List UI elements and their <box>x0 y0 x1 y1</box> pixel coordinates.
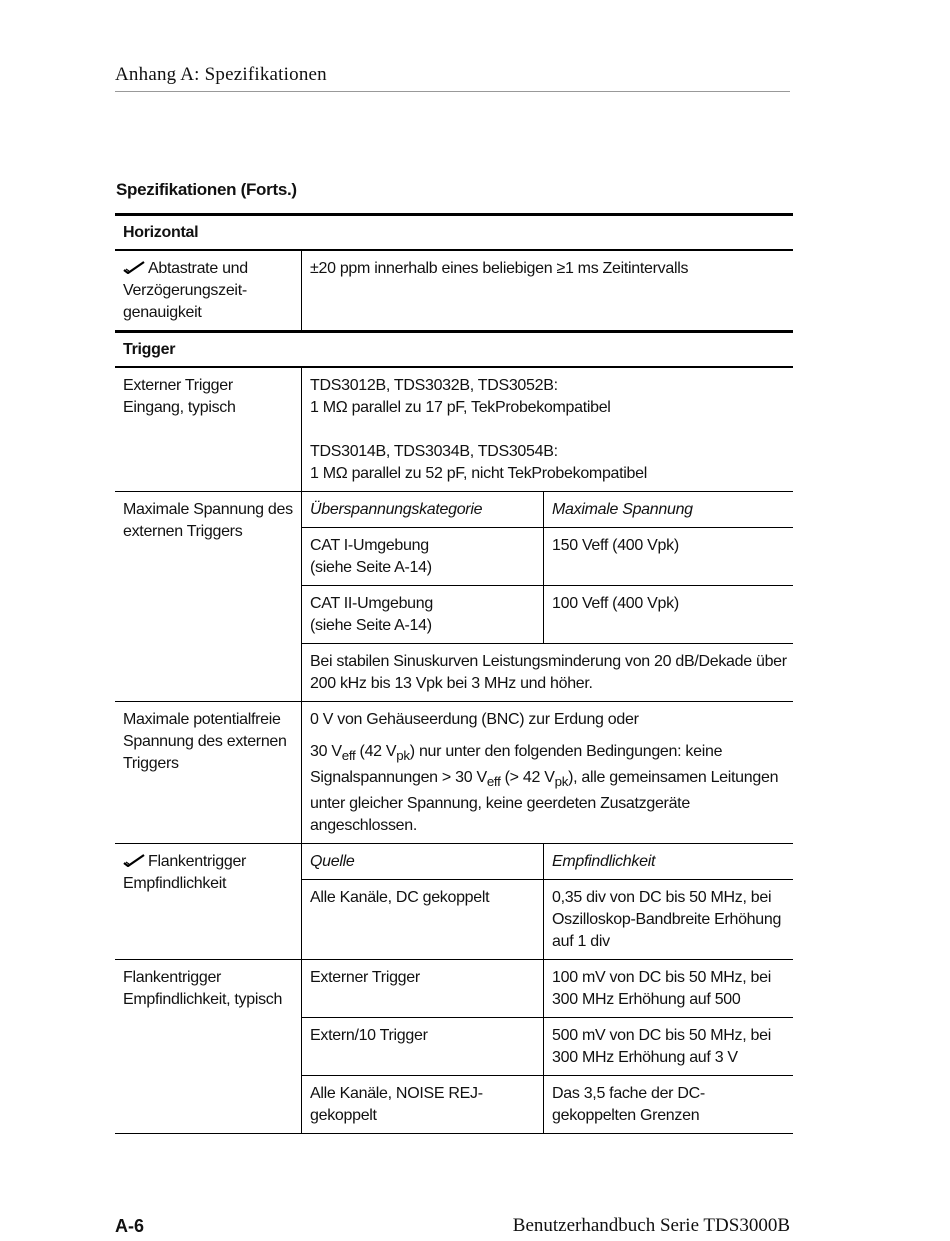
category-name: CAT I-Umgebung <box>310 537 429 554</box>
section-heading-trigger: Trigger <box>115 330 793 368</box>
floating-line-1: 0 V von Gehäuseerdung (BNC) zur Erdung oder <box>310 711 639 728</box>
text-run: ) nur unter den folgenden Bedingungen: keine Signalspannungen > 30 V <box>310 743 723 787</box>
spec-table <box>115 213 793 1134</box>
column-header: Empfindlichkeit <box>552 853 656 871</box>
voltage-cell: 150 Veff (400 Vpk) <box>552 537 679 554</box>
sub-table-header <box>302 844 793 880</box>
spec-row-sample-rate <box>115 251 793 330</box>
spec-row-edge-sensitivity-typical <box>115 960 793 1134</box>
page-reference: (siehe Seite A-14) <box>310 559 432 576</box>
spec-row-floating-voltage <box>115 702 793 844</box>
sub-table <box>302 844 793 959</box>
checkmark-icon <box>123 853 145 867</box>
sensitivity-cell: 100 mV von DC bis 50 MHz, bei 300 MHz Erhöhung auf 500 <box>552 969 771 1009</box>
section-heading-horizontal: Horizontal <box>115 213 793 251</box>
sub-table <box>302 960 793 1133</box>
source-cell: Extern/10 Trigger <box>302 1018 544 1075</box>
spec-label: Flankentrigger Empfindlichkeit, typisch <box>115 960 302 1133</box>
spec-label <box>115 844 302 959</box>
spec-label-text: Flankentrigger Empfindlichkeit <box>123 853 247 893</box>
sub-table-row <box>302 960 793 1018</box>
source-cell: Alle Kanäle, DC gekoppelt <box>302 880 544 959</box>
spec-label: Maximale Spannung des externen Triggers <box>115 492 302 701</box>
subscript: pk <box>554 774 569 790</box>
category-cell <box>302 528 544 585</box>
subscript: pk <box>396 748 410 764</box>
spec-value: ±20 ppm innerhalb eines beliebigen ≥1 ms Zeitintervalls <box>310 260 689 277</box>
source-cell: Alle Kanäle, NOISE REJ-gekoppelt <box>302 1076 544 1133</box>
voltage-cell: 100 Veff (400 Vpk) <box>552 595 679 612</box>
sub-table-row <box>302 528 793 586</box>
book-title: Benutzerhandbuch Serie TDS3000B <box>512 1215 790 1236</box>
sub-table-row <box>302 1018 793 1076</box>
sensitivity-cell: 500 mV von DC bis 50 MHz, bei 300 MHz Erhöhung auf 3 V <box>552 1027 771 1067</box>
floating-conditions <box>310 741 785 837</box>
spec-label: Maximale potentialfreie Spannung des externen Triggers <box>115 702 302 843</box>
model-group-2 <box>310 441 785 485</box>
spec-label: Externer Trigger Eingang, typisch <box>115 368 302 491</box>
spec-label-text: Abtastrate und Verzögerungszeit-genauigkeit <box>123 260 248 321</box>
column-header: Überspannungskategorie <box>302 492 544 527</box>
page-number: A-6 <box>115 1216 145 1236</box>
source-cell: Externer Trigger <box>302 960 544 1017</box>
category-cell <box>302 586 544 643</box>
model-group-1 <box>310 375 785 419</box>
model-list: TDS3012B, TDS3032B, TDS3052B: <box>310 377 558 394</box>
text-run: 30 V <box>310 743 342 760</box>
input-spec: 1 MΩ parallel zu 52 pF, nicht TekProbekompatibel <box>310 465 648 482</box>
text-run: ), alle gemeinsamen Leitungen unter gleicher Spannung, keine geerdeten Zusatzgeräte angeschlossen. <box>310 769 779 835</box>
category-name: CAT II-Umgebung <box>310 595 433 612</box>
derating-note: Bei stabilen Sinuskurven Leistungsminderung von 20 dB/Dekade über 200 kHz bis 13 Vpk bei 3 MHz und höher. <box>310 653 787 692</box>
text-run: (42 V <box>355 743 397 760</box>
sub-table-row <box>302 880 793 959</box>
spec-value <box>302 702 793 843</box>
header-rule <box>115 91 790 92</box>
spec-label <box>115 251 302 330</box>
sensitivity-cell: 0,35 div von DC bis 50 MHz, bei Oszilloskop-Bandbreite Erhöhung auf 1 div <box>552 889 782 951</box>
spec-row-max-voltage <box>115 492 793 702</box>
sub-table-header <box>302 492 793 528</box>
spec-row-external-trigger <box>115 368 793 492</box>
column-header: Maximale Spannung <box>552 501 693 518</box>
sub-table <box>302 492 793 701</box>
spec-value <box>302 368 793 491</box>
model-list: TDS3014B, TDS3034B, TDS3054B: <box>310 443 558 460</box>
input-spec: 1 MΩ parallel zu 17 pF, TekProbekompatibel <box>310 399 611 416</box>
sub-table-row <box>302 1076 793 1133</box>
subscript: eff <box>486 774 501 790</box>
checkmark-icon <box>123 260 145 274</box>
column-header: Quelle <box>302 844 544 879</box>
subscript: eff <box>341 748 356 764</box>
sensitivity-cell: Das 3,5 fache der DC-gekoppelten Grenzen <box>552 1085 705 1125</box>
text-run: (> 42 V <box>500 769 555 787</box>
section-title: Spezifikationen (Forts.) <box>116 180 297 199</box>
running-header: Anhang A: Spezifikationen <box>115 64 327 85</box>
sub-table-row <box>302 586 793 644</box>
page-reference: (siehe Seite A-14) <box>310 617 432 634</box>
sub-table-note <box>302 644 793 701</box>
spec-row-edge-sensitivity <box>115 844 793 960</box>
